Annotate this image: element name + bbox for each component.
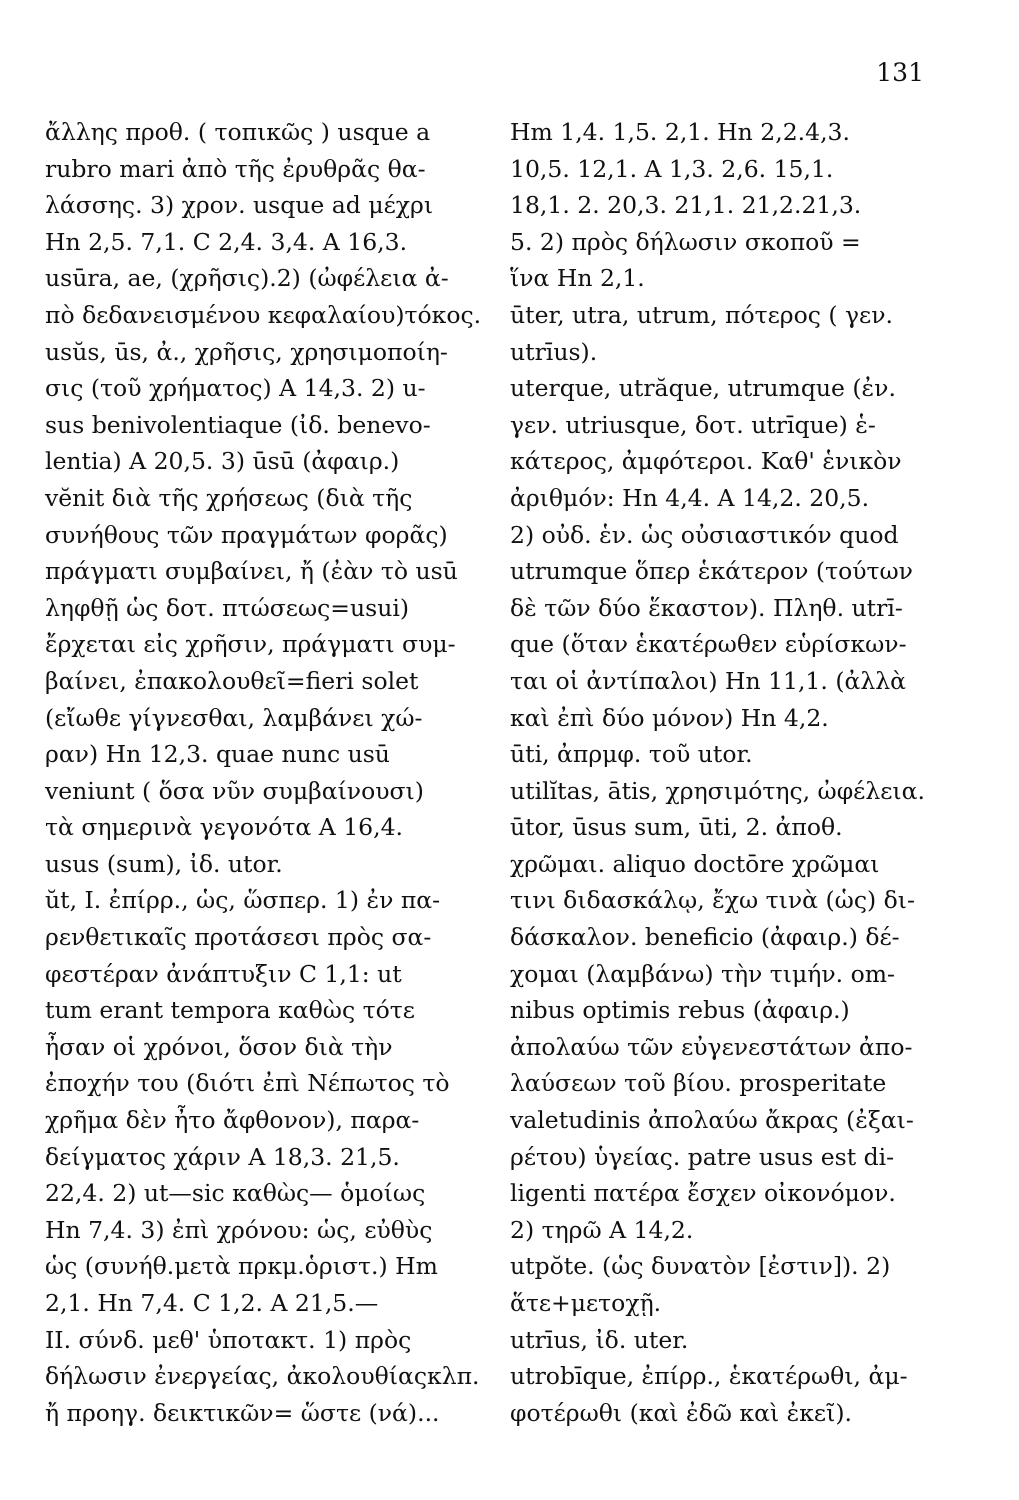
right-line: utpŏte. (ὡς δυνατὸν [ἐστιν]). 2) [510, 1252, 891, 1281]
right-line: ūti, ἀπρμφ. τοῦ utor. [510, 740, 753, 769]
right-line: 5. 2) πρὸς δήλωσιν σκοποῦ = [510, 227, 861, 256]
left-line: lentia) A 20,5. 3) ūsū (ἀφαιρ.) [45, 447, 400, 476]
right-line: utilĭtas, ātis, χρησιμότης, ὠφέλεια. [510, 776, 925, 805]
left-line: ὡς (συνήθ.μετὰ πρκμ.ὁριστ.) Hm [45, 1252, 438, 1281]
left-line: usūra, ae, (χρῆσις).2) (ὠφέλεια ἀ- [45, 264, 449, 293]
right-line: ρέτου) ὑγείας. patre usus est di- [510, 1142, 895, 1171]
left-line: II. σύνδ. μεθ' ὑποτακτ. 1) πρὸς [45, 1325, 412, 1354]
left-line: τὰ σημερινὰ γεγονότα A 16,4. [45, 813, 403, 842]
right-line: ἅτε+μετοχῇ. [510, 1289, 662, 1317]
left-line: ρενθετικαῖς προτάσεσι πρὸς σα- [45, 923, 432, 952]
left-line: βαίνει, ἐπακολουθεῖ=fieri solet [45, 666, 419, 695]
left-column [45, 114, 482, 1431]
right-line: 18,1. 2. 20,3. 21,1. 21,2.21,3. [510, 191, 862, 220]
left-line: (εἴωθε γίγνεσθαι, λαμβάνει χώ- [45, 703, 423, 732]
right-line: γεν. utriusque, δοτ. utrīque) ἑ- [510, 410, 876, 439]
left-line: ἤ προηγ. δεικτικῶν= ὥστε (νά)... [45, 1398, 440, 1427]
right-line: ūter, utra, utrum, πότερος ( γεν. [510, 300, 893, 329]
page-number: 131 [876, 58, 924, 87]
left-line: σις (τοῦ χρήματος) A 14,3. 2) u- [45, 374, 426, 403]
right-line: ἵνα Hn 2,1. [510, 264, 645, 293]
left-line: ραν) Hn 12,3. quae nunc usū [45, 740, 390, 769]
left-line: rubro mari ἀπὸ τῆς ἐρυθρᾶς θα- [45, 154, 426, 183]
left-line: φεστέραν ἀνάπτυξιν C 1,1: ut [45, 959, 402, 988]
left-line: ληφθῇ ὡς δοτ. πτώσεως=usui) [45, 593, 410, 622]
right-line: 2) τηρῶ A 14,2. [510, 1215, 694, 1244]
right-line: ūtor, ūsus sum, ūti, 2. ἀποθ. [510, 813, 843, 842]
left-line: 2,1. Hn 7,4. C 1,2. A 21,5.— [45, 1289, 379, 1317]
right-line: utrīus). [510, 337, 598, 366]
left-line: ἄλλης προθ. ( τοπικῶς ) usque a [45, 118, 431, 146]
right-line: utrobīque, ἐπίρρ., ἑκατέρωθι, ἀμ- [510, 1362, 908, 1391]
left-line: tum erant tempora καθὼς τότε [45, 996, 415, 1025]
right-line: nibus optimis rebus (ἀφαιρ.) [510, 996, 850, 1025]
left-line: ἦσαν οἱ χρόνοι, ὅσον διὰ τὴν [45, 1032, 393, 1061]
left-line: δήλωσιν ἐνεργείας, ἀκολουθίαςκλπ. [45, 1362, 480, 1391]
left-line: usŭs, ūs, ἀ., χρῆσις, χρησιμοποίη- [45, 337, 448, 366]
right-line: Hm 1,4. 1,5. 2,1. Hn 2,2.4,3. [510, 118, 850, 146]
left-line: πράγματι συμβαίνει, ἤ (ἐὰν τὸ usū [45, 557, 458, 586]
left-line: Hn 7,4. 3) ἐπὶ χρόνου: ὡς, εὐθὺς [45, 1215, 433, 1244]
right-line: ἀριθμόν: Hn 4,4. A 14,2. 20,5. [510, 483, 870, 512]
right-line: λαύσεων τοῦ βίου. prosperitate [510, 1069, 887, 1098]
right-line: δάσκαλον. beneficio (ἀφαιρ.) δέ- [510, 923, 900, 952]
left-line: 22,4. 2) ut—sic καθὼς— ὁμοίως [45, 1179, 426, 1208]
right-line: ligenti πατέρα ἔσχεν οἰκονόμον. [510, 1179, 896, 1208]
right-line: valetudinis ἀπολαύω ἄκρας (ἐξαι- [510, 1106, 914, 1135]
left-line: δείγματος χάριν A 18,3. 21,5. [45, 1142, 400, 1171]
left-line: λάσσης. 3) χρον. usque ad μέχρι [45, 191, 434, 220]
right-line: utrumque ὅπερ ἑκάτερον (τούτων [510, 557, 913, 586]
right-line: utrīus, ἰδ. uter. [510, 1325, 689, 1354]
left-line: usus (sum), ἰδ. utor. [45, 849, 283, 878]
right-line: 10,5. 12,1. A 1,3. 2,6. 15,1. [510, 154, 834, 183]
left-line: χρῆμα δὲν ἦτο ἄφθονον), παρα- [45, 1106, 420, 1135]
right-column [510, 114, 940, 1431]
left-line: veniunt ( ὅσα νῦν συμβαίνουσι) [45, 776, 424, 805]
right-line: δὲ τῶν δύο ἕκαστον). Πληθ. utrī- [510, 593, 903, 622]
right-line: χομαι (λαμβάνω) τὴν τιμήν. om- [510, 959, 895, 988]
right-line: que (ὅταν ἑκατέρωθεν εὑρίσκων- [510, 630, 907, 659]
right-line: φοτέρωθι (καὶ ἐδῶ καὶ ἐκεῖ). [510, 1398, 852, 1427]
right-line: τινι διδασκάλῳ, ἔχω τινὰ (ὡς) δι- [510, 886, 915, 915]
left-line: Hn 2,5. 7,1. C 2,4. 3,4. A 16,3. [45, 227, 408, 256]
left-line: ἔρχεται εἰς χρῆσιν, πράγματι συμ- [45, 630, 456, 659]
left-line: ἐποχήν του (διότι ἐπὶ Νέπωτος τὸ [45, 1069, 450, 1098]
left-line: ŭt, I. ἐπίρρ., ὡς, ὥσπερ. 1) ἐν πα- [45, 886, 441, 915]
left-line: sus benivolentiaque (ἰδ. benevo- [45, 410, 431, 439]
left-line: πὸ δεδανεισμένου κεφαλαίου)τόκος. [45, 300, 482, 329]
left-line: συνήθους τῶν πραγμάτων φορᾶς) [45, 520, 448, 549]
right-line: ται οἱ ἀντίπαλοι) Hn 11,1. (ἀλλὰ [510, 666, 907, 695]
right-line: 2) οὐδ. ἑν. ὡς οὐσιαστικόν quod [510, 520, 899, 549]
left-line: vĕnit διὰ τῆς χρήσεως (διὰ τῆς [45, 483, 413, 512]
right-line: ἀπολαύω τῶν εὐγενεστάτων ἀπο- [510, 1032, 913, 1061]
right-line: uterque, utrăque, utrumque (ἐν. [510, 374, 896, 403]
right-line: χρῶμαι. aliquo doctōre χρῶμαι [510, 849, 880, 878]
right-line: καὶ ἐπὶ δύο μόνον) Hn 4,2. [510, 703, 829, 732]
right-line: κάτερος, ἀμφότεροι. Καθ' ἑνικὸν [510, 447, 902, 476]
